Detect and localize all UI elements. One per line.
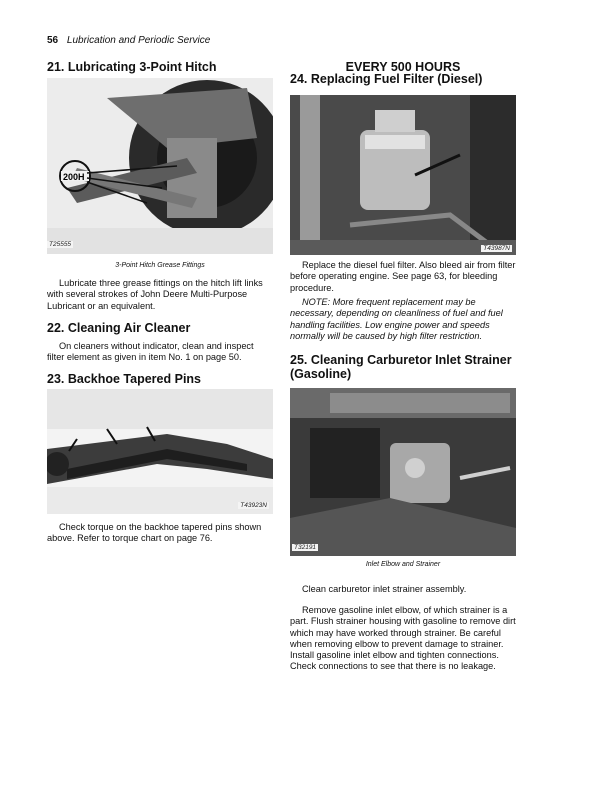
photo-code: T43987N	[483, 245, 510, 252]
page-number: 56	[47, 35, 59, 46]
heading-cleaning-carburetor-strainer: 25. Cleaning Carburetor Inlet Strainer	[290, 353, 512, 367]
fuel-filter-photo	[290, 95, 516, 255]
heading-cleaning-air-cleaner: 22. Cleaning Air Cleaner	[47, 321, 191, 335]
note-filter-replacement: NOTE: More frequent replacement may be necessary, depending on cleanliness of fuel and fuel handling facilities. Low engine power and speeds normally will be caused by high filter restriction.	[290, 297, 503, 341]
section-title: Lubrication and Periodic Service	[66, 35, 211, 46]
interval-heading: EVERY 500 HOURS	[345, 60, 461, 74]
backhoe-photo	[47, 389, 273, 514]
photo-label-200h: 200H	[63, 172, 85, 182]
body-remove-gasoline-elbow: Remove gasoline inlet elbow, of which strainer is a part. Flush strainer housing with gasoline to remove dirt which may have worked through strainer. Be careful when removing elbow to prevent damage to strainer. Install gasoline inlet elbow and tighten connections. Check connections to see that there is no leakage.	[290, 605, 516, 672]
page-header	[47, 35, 210, 46]
photo-code: T25555	[49, 241, 72, 248]
photo-code: T43923N	[240, 502, 267, 509]
caption-hitch-grease-fittings: 3-Point Hitch Grease Fittings	[115, 262, 205, 269]
body-clean-strainer: Clean carburetor inlet strainer assembly.	[302, 584, 467, 594]
heading-lubricating-3-point-hitch: 21. Lubricating 3-Point Hitch	[47, 60, 217, 74]
body-backhoe-torque: Check torque on the backhoe tapered pins shown above. Refer to torque chart on page 76.	[47, 522, 262, 544]
body-air-cleaner: On cleaners without indicator, clean and inspect filter element as given in item No. 1 on page 50.	[47, 341, 254, 363]
carburetor-photo	[290, 388, 516, 556]
caption-inlet-elbow-strainer: Inlet Elbow and Strainer	[365, 561, 441, 568]
heading-backhoe-tapered-pins: 23. Backhoe Tapered Pins	[47, 372, 201, 386]
heading-replacing-fuel-filter: 24. Replacing Fuel Filter (Diesel)	[290, 72, 483, 86]
body-replace-fuel-filter: Replace the diesel fuel filter. Also bleed air from filter before operating engine. See page 63, for bleeding procedure.	[290, 260, 516, 293]
heading-gasoline: (Gasoline)	[290, 367, 352, 381]
body-lubricate-hitch: Lubricate three grease fittings on the hitch lift links with several strokes of John Deere Multi-Purpose Lubricant or an equivalent.	[47, 278, 263, 311]
photo-code: T32191	[294, 544, 317, 551]
hitch-photo	[47, 78, 273, 254]
